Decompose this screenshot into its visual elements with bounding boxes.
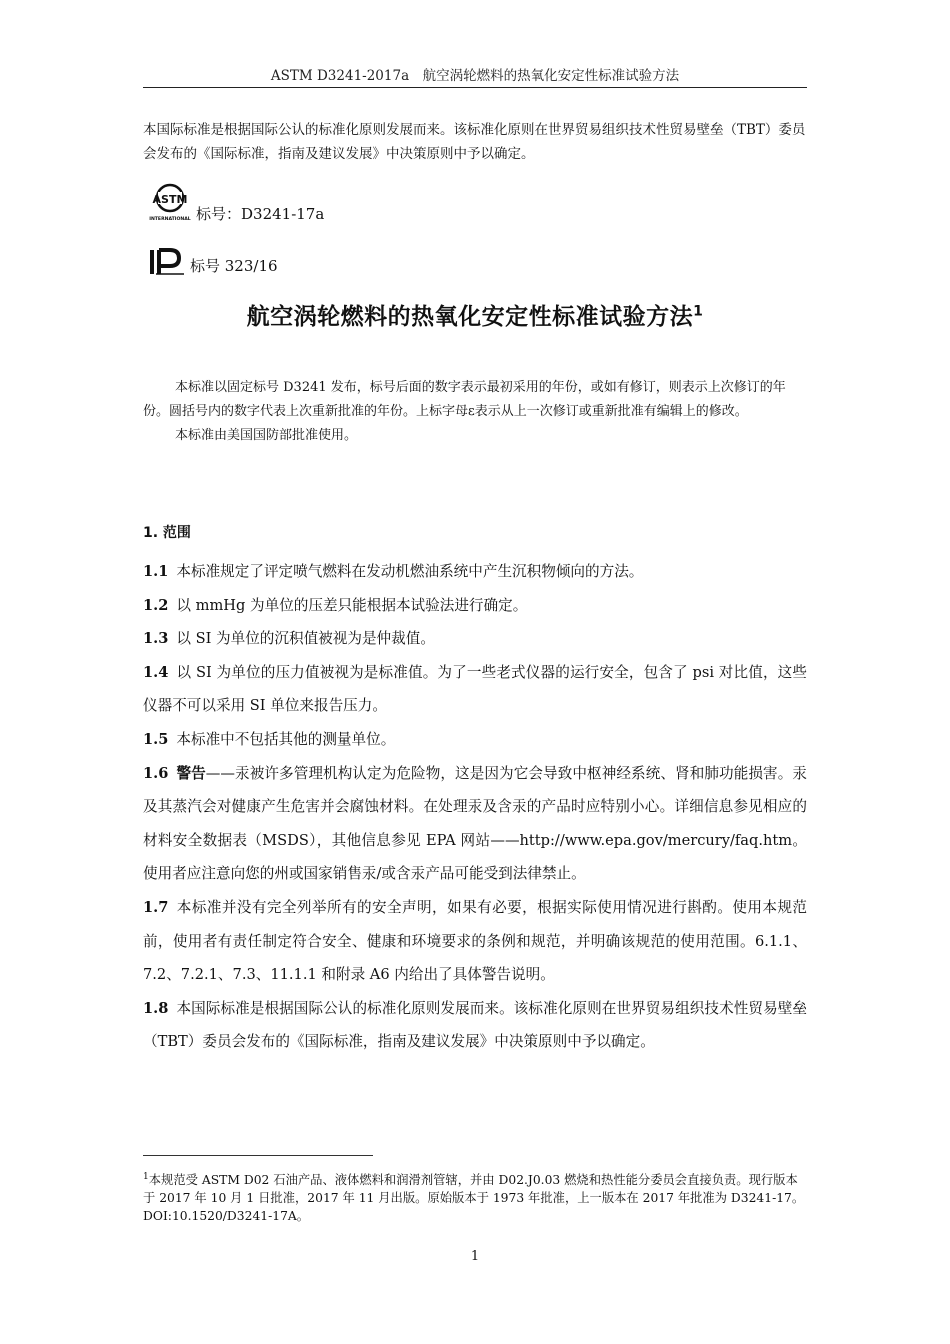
section-heading: 1. 范围 (143, 525, 191, 541)
astm-designation-row (148, 180, 324, 224)
standard-note-p1: 本标准以固定标号 D3241 发布，标号后面的数字表示最初采用的年份，或如有修订，则表示上次修订的年份。圆括号内的数字代表上次重新批准的年份。上标字母ε表示从上一次修订或重新批准有编辑上的修改。 (143, 380, 786, 419)
clause-text: 本标准中不包括其他的测量单位。 (176, 730, 396, 748)
document-title (143, 298, 807, 331)
clause-text: 以 SI 为单位的压力值被视为是标准值。为了一些老式仪器的运行安全，包含了 psi 对比值，这些仪器不可以采用 SI 单位来报告压力。 (143, 663, 807, 715)
clause-number: 1.6 (143, 764, 169, 782)
clause-text: 以 mmHg 为单位的压差只能根据本试验法进行确定。 (176, 596, 528, 614)
clause-number: 1.3 (143, 630, 169, 648)
astm-logo-icon (148, 180, 192, 224)
intro-paragraph: 本国际标准是根据国际公认的标准化原则发展而来。该标准化原则在世界贸易组织技术性贸易壁垒（TBT）委员会发布的《国际标准，指南及建议发展》中决策原则中予以确定。 (143, 122, 806, 162)
title-text: 航空涡轮燃料的热氧化安定性标准试验方法 (246, 304, 694, 330)
footnote (143, 1168, 807, 1225)
clause-number: 1.1 (143, 563, 169, 580)
standard-note (143, 376, 807, 448)
clause-text: ——汞被许多管理机构认定为危险物，这是因为它会导致中枢神经系统、肾和肺功能损害。汞及其蒸汽会对健康产生危害并会腐蚀材料。在处理汞及含汞的产品时应特别小心。详细信息参见相应的材料安全数据表（MSDS），其他信息参见 EPA 网站——http://www.epa.gov/mercury/faq.htm。使用者应注意向您的州或国家销售汞/或含汞产品可能受到法律禁止。 (143, 764, 807, 883)
svg-text:ASTM: ASTM (152, 193, 188, 206)
clause-1-6 (143, 757, 807, 891)
title-footnote-mark: 1 (693, 303, 704, 320)
ip-designation: 标号 323/16 (190, 257, 278, 275)
ip-designation-row (148, 248, 278, 276)
clause-text: 以 SI 为单位的沉积值被视为是仲裁值。 (176, 630, 435, 648)
clause-number: 1.4 (143, 663, 169, 681)
clause-1-4 (143, 656, 807, 723)
clause-1-1 (143, 555, 807, 589)
footnote-rule (143, 1155, 373, 1156)
clause-number: 1.2 (143, 596, 169, 614)
clause-1-3 (143, 622, 807, 656)
clause-text: 本国际标准是根据国际公认的标准化原则发展而来。该标准化原则在世界贸易组织技术性贸易壁垒（TBT）委员会发布的《国际标准，指南及建议发展》中决策原则中予以确定。 (143, 999, 807, 1051)
footnote-mark: 1 (143, 1172, 149, 1182)
clause-1-2 (143, 589, 807, 623)
ip-logo-icon (148, 248, 186, 276)
clause-number: 1.8 (143, 999, 169, 1017)
clause-1-5 (143, 723, 807, 757)
running-header: ASTM D3241-2017a 航空涡轮燃料的热氧化安定性标准试验方法 (270, 68, 680, 84)
astm-designation: 标号：D3241-17a (196, 205, 325, 223)
header-rule (143, 87, 807, 88)
footnote-text: 本规范受 ASTM D02 石油产品、液体燃料和润滑剂管辖，并由 D02.J0.03 燃烧和热性能分委员会直接负责。现行版本于 2017 年 10 月 1 日批准，2017 年 11 月出版。原始版本于 1973 年批准，上一版本在 2017 年批准为 D3241-17。DOI:10.1520/D3241-17A。 (143, 1173, 805, 1224)
clause-1-8 (143, 992, 807, 1059)
clause-text: 本标准并没有完全列举所有的安全声明，如果有必要，根据实际使用情况进行斟酌。使用本规范前，使用者有责任制定符合安全、健康和环境要求的条例和规范，并明确该规范的使用范围。6.1.1、7.2、7.2.1、7.3、11.1.1 和附录 A6 内给出了具体警告说明。 (143, 898, 807, 984)
page-number: 1 (470, 1249, 480, 1264)
clause-number: 1.7 (143, 898, 169, 916)
standard-note-p2: 本标准由美国国防部批准使用。 (175, 428, 358, 443)
scope-clauses (143, 555, 807, 1059)
clause-1-7 (143, 891, 807, 992)
clause-text: 本标准规定了评定喷气燃料在发动机燃油系统中产生沉积物倾向的方法。 (176, 563, 644, 580)
astm-logo-text: INTERNATIONAL (149, 217, 191, 222)
warning-label: 警告 (176, 764, 206, 782)
clause-number: 1.5 (143, 730, 169, 748)
